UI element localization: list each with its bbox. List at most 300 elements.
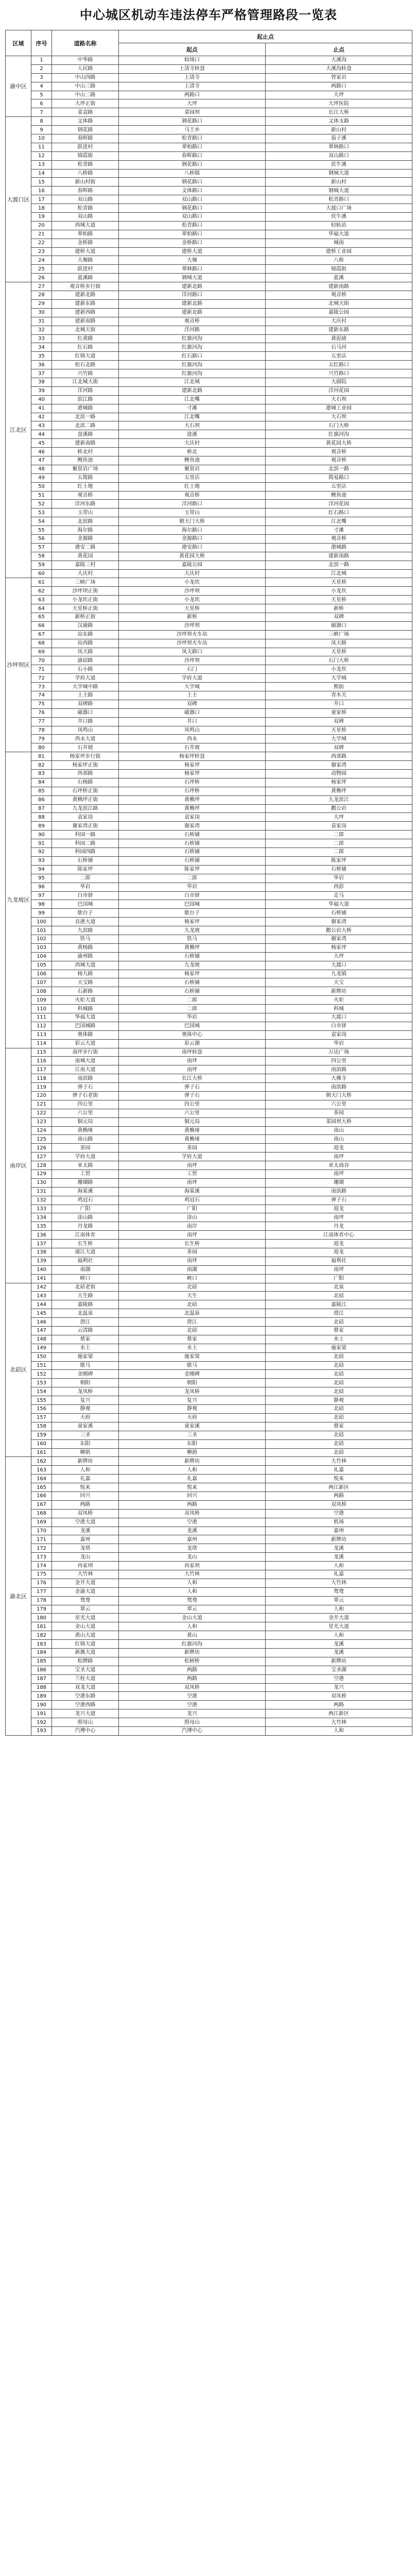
- row-number-cell: 92: [31, 848, 52, 857]
- end-point-cell: 大竹林: [266, 1457, 412, 1466]
- row-number-cell: 31: [31, 317, 52, 326]
- start-point-cell: 黄桷坪: [119, 795, 266, 804]
- road-name-cell: 两路: [52, 1500, 119, 1509]
- row-number-cell: 50: [31, 482, 52, 491]
- road-name-cell: 奥体路: [52, 1030, 119, 1039]
- end-point-cell: 新牌坊: [266, 1535, 412, 1544]
- row-number-cell: 44: [31, 430, 52, 439]
- road-name-cell: 朝阳: [52, 1379, 119, 1387]
- end-point-cell: 澄江: [266, 1309, 412, 1318]
- end-point-cell: 亚太商谷: [266, 1161, 412, 1170]
- row-number-cell: 124: [31, 1126, 52, 1135]
- row-number-cell: 183: [31, 1640, 52, 1649]
- road-name-cell: 双凤桥: [52, 1509, 119, 1518]
- end-point-cell: 袁家岗: [266, 1030, 412, 1039]
- road-name-cell: 松青路: [52, 204, 119, 213]
- road-name-cell: 金开大道: [52, 1579, 119, 1587]
- road-name-cell: 西郊路: [52, 770, 119, 778]
- road-name-cell: 建新北路: [52, 291, 119, 300]
- road-name-cell: 跃进村: [52, 143, 119, 151]
- start-point-cell: 建新北路: [119, 282, 266, 291]
- start-point-cell: 上清寺: [119, 82, 266, 91]
- row-number-cell: 32: [31, 326, 52, 334]
- end-point-cell: 新桥: [266, 604, 412, 613]
- start-point-cell: 弹子石: [119, 1091, 266, 1100]
- start-point-cell: 双山路口: [119, 213, 266, 222]
- table-row: [6, 926, 412, 935]
- end-point-cell: 建新南路: [266, 282, 412, 291]
- start-point-cell: 长生桥: [119, 1240, 266, 1248]
- road-name-cell: 土主路: [52, 691, 119, 700]
- end-point-cell: 钢城大道: [266, 187, 412, 195]
- road-name-cell: 嘉陵路: [52, 1300, 119, 1309]
- road-name-cell: 人和: [52, 1466, 119, 1475]
- start-point-cell: 南坪: [119, 1065, 266, 1074]
- row-number-cell: 82: [31, 761, 52, 770]
- road-table: [5, 30, 412, 1736]
- start-point-cell: 两路: [119, 1674, 266, 1683]
- end-point-cell: 北城天街: [266, 299, 412, 308]
- row-number-cell: 58: [31, 552, 52, 561]
- road-name-cell: 鸳鸯: [52, 1596, 119, 1605]
- end-point-cell: 锦霞街: [266, 265, 412, 274]
- row-number-cell: 2: [31, 64, 52, 73]
- table-row: [6, 1605, 412, 1614]
- road-name-cell: 菜袁路: [52, 108, 119, 117]
- end-point-cell: 洋河花园: [266, 500, 412, 509]
- road-name-cell: 宝圣大道: [52, 1666, 119, 1674]
- row-number-cell: 83: [31, 770, 52, 778]
- row-number-cell: 12: [31, 151, 52, 160]
- road-name-cell: 建新西路: [52, 308, 119, 317]
- end-point-cell: 龙溪: [266, 1648, 412, 1657]
- start-point-cell: 峡口: [119, 1274, 266, 1283]
- end-point-cell: 钢城大道: [266, 169, 412, 178]
- table-row: [6, 735, 412, 743]
- table-row: [6, 221, 412, 230]
- table-row: [6, 1352, 412, 1361]
- table-row: [6, 1091, 412, 1100]
- row-number-cell: 116: [31, 1057, 52, 1065]
- header-no: 序号: [31, 30, 52, 56]
- road-name-cell: 天宝路: [52, 978, 119, 987]
- district-cell: 九龙坡区: [6, 752, 31, 1048]
- road-name-cell: 海尔路: [52, 526, 119, 535]
- table-row: [6, 900, 412, 909]
- row-number-cell: 72: [31, 674, 52, 683]
- start-point-cell: 水土: [119, 1344, 266, 1352]
- district-cell: 南岸区: [6, 1048, 31, 1283]
- row-number-cell: 144: [31, 1300, 52, 1309]
- start-point-cell: 石坪桥: [119, 787, 266, 795]
- row-number-cell: 90: [31, 831, 52, 839]
- start-point-cell: 巴国城: [119, 1022, 266, 1030]
- table-row: [6, 126, 412, 134]
- row-number-cell: 147: [31, 1327, 52, 1335]
- table-row: [6, 482, 412, 491]
- road-name-cell: 蔡家: [52, 1335, 119, 1344]
- row-number-cell: 154: [31, 1387, 52, 1396]
- road-name-cell: 金渝大道: [52, 1587, 119, 1596]
- row-number-cell: 26: [31, 274, 52, 282]
- road-name-cell: 新牌坊: [52, 1457, 119, 1466]
- start-point-cell: 上清寺转盘: [119, 64, 266, 73]
- table-row: [6, 1709, 412, 1718]
- road-name-cell: 北城天街: [52, 326, 119, 334]
- start-point-cell: 龙凤桥: [119, 1387, 266, 1396]
- table-row: [6, 1065, 412, 1074]
- table-row: [6, 1370, 412, 1379]
- start-point-cell: 静观: [119, 1405, 266, 1414]
- end-point-cell: 西郊路: [266, 752, 412, 761]
- start-point-cell: 歇台子: [119, 909, 266, 918]
- road-name-cell: 二郎: [52, 874, 119, 883]
- row-number-cell: 93: [31, 856, 52, 865]
- row-number-cell: 74: [31, 691, 52, 700]
- end-point-cell: 走马: [266, 891, 412, 900]
- road-name-cell: 石井坡: [52, 743, 119, 752]
- end-point-cell: 黄桷坪: [266, 787, 412, 795]
- row-number-cell: 86: [31, 795, 52, 804]
- table-row: [6, 831, 412, 839]
- start-point-cell: 大坪: [119, 99, 266, 108]
- table-row: [6, 795, 412, 804]
- road-name-cell: 广阳: [52, 1205, 119, 1213]
- table-row: [6, 1701, 412, 1709]
- end-point-cell: 小龙坎: [266, 587, 412, 596]
- table-row: [6, 265, 412, 274]
- table-row: [6, 1666, 412, 1674]
- road-name-cell: 学府大道: [52, 674, 119, 683]
- start-point-cell: 石桥铺: [119, 952, 266, 961]
- end-point-cell: 建新东路: [266, 326, 412, 334]
- row-number-cell: 67: [31, 630, 52, 639]
- row-number-cell: 163: [31, 1466, 52, 1475]
- row-number-cell: 104: [31, 952, 52, 961]
- end-point-cell: 两江新区: [266, 1483, 412, 1492]
- start-point-cell: 空港: [119, 1701, 266, 1709]
- end-point-cell: 悦来: [266, 1475, 412, 1483]
- end-point-cell: 二郎: [266, 848, 412, 857]
- row-number-cell: 145: [31, 1309, 52, 1318]
- table-row: [6, 1361, 412, 1370]
- road-name-cell: 学府大道: [52, 1153, 119, 1161]
- start-point-cell: 红旗河沟: [119, 361, 266, 369]
- end-point-cell: 北碚: [266, 1448, 412, 1457]
- start-point-cell: 石桥铺: [119, 856, 266, 865]
- end-point-cell: 迎龙: [266, 1144, 412, 1153]
- end-point-cell: 北碚: [266, 1439, 412, 1448]
- road-name-cell: 星光大道: [52, 1614, 119, 1622]
- row-number-cell: 45: [31, 439, 52, 448]
- table-row: [6, 352, 412, 361]
- table-row: [6, 1422, 412, 1431]
- start-point-cell: 九龙坡: [119, 961, 266, 970]
- table-row: [6, 1657, 412, 1666]
- table-row: [6, 1483, 412, 1492]
- start-point-cell: 江北嘴: [119, 413, 266, 421]
- start-point-cell: 双山路口: [119, 195, 266, 204]
- road-name-cell: 石桥铺: [52, 856, 119, 865]
- table-row: [6, 778, 412, 787]
- start-point-cell: 沙坪坝: [119, 656, 266, 665]
- end-point-cell: 北碚: [266, 1352, 412, 1361]
- end-point-cell: 大学城: [266, 674, 412, 683]
- end-point-cell: 九龙镇: [266, 970, 412, 978]
- start-point-cell: 翠林路口: [119, 265, 266, 274]
- row-number-cell: 46: [31, 448, 52, 456]
- row-number-cell: 172: [31, 1544, 52, 1553]
- road-name-cell: 建新南路: [52, 317, 119, 326]
- start-point-cell: 马王乡: [119, 126, 266, 134]
- end-point-cell: 大渡口: [266, 1013, 412, 1022]
- row-number-cell: 39: [31, 386, 52, 395]
- start-point-cell: 红旗河沟: [119, 343, 266, 352]
- start-point-cell: 双碑: [119, 700, 266, 708]
- table-row: [6, 596, 412, 604]
- start-point-cell: 寸滩: [119, 404, 266, 413]
- table-row: [6, 1692, 412, 1701]
- row-number-cell: 78: [31, 726, 52, 735]
- end-point-cell: 空港: [266, 1509, 412, 1518]
- row-number-cell: 75: [31, 700, 52, 708]
- end-point-cell: 五里店: [266, 482, 412, 491]
- road-name-cell: 渝州路: [52, 952, 119, 961]
- end-point-cell: 洋河花园: [266, 386, 412, 395]
- row-number-cell: 41: [31, 404, 52, 413]
- row-number-cell: 117: [31, 1065, 52, 1074]
- table-row: [6, 1466, 412, 1475]
- road-name-cell: 杨家坪正街: [52, 761, 119, 770]
- table-row: [6, 1674, 412, 1683]
- district-cell: 江北区: [6, 282, 31, 578]
- table-row: [6, 909, 412, 918]
- road-name-cell: 汉渝路: [52, 621, 119, 630]
- table-row: [6, 970, 412, 978]
- table-row: [6, 73, 412, 82]
- end-point-cell: 两江新区: [266, 1709, 412, 1718]
- table-row: [6, 883, 412, 891]
- row-number-cell: 88: [31, 813, 52, 822]
- row-number-cell: 139: [31, 1257, 52, 1265]
- table-row: [6, 430, 412, 439]
- row-number-cell: 189: [31, 1692, 52, 1701]
- row-number-cell: 14: [31, 169, 52, 178]
- row-number-cell: 33: [31, 334, 52, 343]
- road-name-cell: 石新路: [52, 987, 119, 996]
- start-point-cell: 洋河路口: [119, 500, 266, 509]
- table-row: [6, 143, 412, 151]
- end-point-cell: 迎龙: [266, 1205, 412, 1213]
- road-name-cell: 八桥路: [52, 169, 119, 178]
- end-point-cell: 大渡口广场: [266, 204, 412, 213]
- start-point-cell: 翠云: [119, 1605, 266, 1614]
- road-name-cell: 松牌路: [52, 1657, 119, 1666]
- table-row: [6, 987, 412, 996]
- road-name-cell: 凤鸣山: [52, 726, 119, 735]
- row-number-cell: 54: [31, 517, 52, 526]
- start-point-cell: 铜元局: [119, 1117, 266, 1126]
- road-name-cell: 巴国城: [52, 900, 119, 909]
- start-point-cell: 凤天路口: [119, 648, 266, 656]
- table-row: [6, 1335, 412, 1344]
- road-name-cell: 西永大道: [52, 735, 119, 743]
- start-point-cell: 小龙坎: [119, 596, 266, 604]
- end-point-cell: 五红路口: [266, 361, 412, 369]
- road-name-cell: 文体路: [52, 117, 119, 126]
- table-body: [6, 56, 412, 1736]
- start-point-cell: 桥北: [119, 448, 266, 456]
- road-name-cell: 静观: [52, 1405, 119, 1414]
- table-row: [6, 700, 412, 708]
- end-point-cell: 菜园坝大桥: [266, 1117, 412, 1126]
- start-point-cell: 金桥路口: [119, 239, 266, 247]
- end-point-cell: 港城工业园: [266, 404, 412, 413]
- end-point-cell: 大坪: [266, 91, 412, 99]
- row-number-cell: 109: [31, 996, 52, 1005]
- road-name-cell: 空港大道: [52, 1518, 119, 1527]
- row-number-cell: 89: [31, 822, 52, 831]
- end-point-cell: 人和: [266, 1631, 412, 1640]
- row-number-cell: 16: [31, 187, 52, 195]
- table-row: [6, 839, 412, 848]
- end-point-cell: 静观: [266, 1396, 412, 1405]
- row-number-cell: 131: [31, 1187, 52, 1196]
- end-point-cell: 北碚: [266, 1413, 412, 1422]
- end-point-cell: 火炬: [266, 996, 412, 1005]
- road-name-cell: 黄山大道: [52, 1631, 119, 1640]
- start-point-cell: 弹子石: [119, 1083, 266, 1092]
- road-name-cell: 站东路: [52, 630, 119, 639]
- end-point-cell: 曾家岩: [266, 73, 412, 82]
- start-point-cell: 天府: [119, 1413, 266, 1422]
- end-point-cell: 广阳: [266, 1274, 412, 1283]
- road-name-cell: 龙山: [52, 1553, 119, 1562]
- table-row: [6, 978, 412, 987]
- end-point-cell: 大坪医院: [266, 99, 412, 108]
- road-name-cell: 嘉州: [52, 1535, 119, 1544]
- table-row: [6, 1309, 412, 1318]
- row-number-cell: 29: [31, 299, 52, 308]
- end-point-cell: 天星桥: [266, 726, 412, 735]
- row-number-cell: 158: [31, 1422, 52, 1431]
- road-name-cell: 洋河路: [52, 386, 119, 395]
- road-name-cell: 科园一路: [52, 831, 119, 839]
- end-point-cell: 两路: [266, 1492, 412, 1500]
- table-row: [6, 534, 412, 543]
- row-number-cell: 126: [31, 1144, 52, 1153]
- road-name-cell: 通江大道: [52, 1248, 119, 1257]
- table-row: [6, 1283, 412, 1292]
- table-row: [6, 717, 412, 726]
- row-number-cell: 177: [31, 1587, 52, 1596]
- start-point-cell: 鲤鱼池: [119, 456, 266, 465]
- start-point-cell: 人和: [119, 1622, 266, 1631]
- table-row: [6, 274, 412, 282]
- start-point-cell: 翠柏路口: [119, 143, 266, 151]
- start-point-cell: 松青路口: [119, 221, 266, 230]
- road-name-cell: 龙凤桥: [52, 1387, 119, 1396]
- row-number-cell: 134: [31, 1213, 52, 1222]
- table-row: [6, 378, 412, 386]
- table-row: [6, 334, 412, 343]
- road-name-cell: 中山三路: [52, 82, 119, 91]
- row-number-cell: 100: [31, 918, 52, 926]
- road-name-cell: 渝碚路: [52, 656, 119, 665]
- end-point-cell: 大渡口: [266, 961, 412, 970]
- start-point-cell: 红土地: [119, 482, 266, 491]
- start-point-cell: 九龙坡: [119, 926, 266, 935]
- start-point-cell: 袁家岗: [119, 813, 266, 822]
- row-number-cell: 66: [31, 621, 52, 630]
- road-name-cell: 礼嘉: [52, 1475, 119, 1483]
- row-number-cell: 127: [31, 1153, 52, 1161]
- end-point-cell: 观音桥: [266, 291, 412, 300]
- end-point-cell: 长江大桥: [266, 108, 412, 117]
- road-name-cell: 东阳: [52, 1439, 119, 1448]
- table-row: [6, 91, 412, 99]
- row-number-cell: 112: [31, 1022, 52, 1030]
- end-point-cell: 建桥工业园: [266, 247, 412, 256]
- header-road: 道路名称: [52, 30, 119, 56]
- row-number-cell: 175: [31, 1570, 52, 1579]
- start-point-cell: 两路: [119, 1666, 266, 1674]
- start-point-cell: 空港: [119, 1518, 266, 1527]
- end-point-cell: 南滨路: [266, 1187, 412, 1196]
- road-name-cell: 铜元局: [52, 1117, 119, 1126]
- end-point-cell: 施家梁: [266, 1344, 412, 1352]
- end-point-cell: 江北嘴: [266, 517, 412, 526]
- row-number-cell: 185: [31, 1657, 52, 1666]
- table-row: [6, 386, 412, 395]
- road-name-cell: 杨九路: [52, 970, 119, 978]
- table-row: [6, 317, 412, 326]
- row-number-cell: 27: [31, 282, 52, 291]
- road-name-cell: 中华路: [52, 56, 119, 65]
- row-number-cell: 135: [31, 1222, 52, 1231]
- end-point-cell: 大佛寺: [266, 1074, 412, 1083]
- table-row: [6, 952, 412, 961]
- start-point-cell: 人和: [119, 1587, 266, 1596]
- row-number-cell: 99: [31, 909, 52, 918]
- road-name-cell: 天府: [52, 1413, 119, 1422]
- row-number-cell: 128: [31, 1161, 52, 1170]
- table-row: [6, 1344, 412, 1352]
- start-point-cell: 广阳: [119, 1205, 266, 1213]
- end-point-cell: 南坪: [266, 1265, 412, 1274]
- end-point-cell: 华福大道: [266, 230, 412, 239]
- table-row: [6, 1387, 412, 1396]
- road-name-cell: 水土: [52, 1344, 119, 1352]
- table-row: [6, 1248, 412, 1257]
- table-row: [6, 1683, 412, 1692]
- table-row: [6, 282, 412, 291]
- table-row: [6, 648, 412, 656]
- start-point-cell: 黄山: [119, 1631, 266, 1640]
- end-point-cell: 二郎: [266, 831, 412, 839]
- end-point-cell: 北碚: [266, 1370, 412, 1379]
- road-name-cell: 北滨二路: [52, 421, 119, 430]
- end-point-cell: 建新南路: [266, 552, 412, 561]
- road-name-cell: 新山村街: [52, 178, 119, 187]
- road-name-cell: 福利社: [52, 1257, 119, 1265]
- row-number-cell: 21: [31, 230, 52, 239]
- end-point-cell: 凤天路: [266, 639, 412, 648]
- table-row: [6, 656, 412, 665]
- road-name-cell: 大学城中路: [52, 683, 119, 691]
- road-name-cell: 彩云大道: [52, 1039, 119, 1048]
- start-point-cell: 华岩: [119, 1013, 266, 1022]
